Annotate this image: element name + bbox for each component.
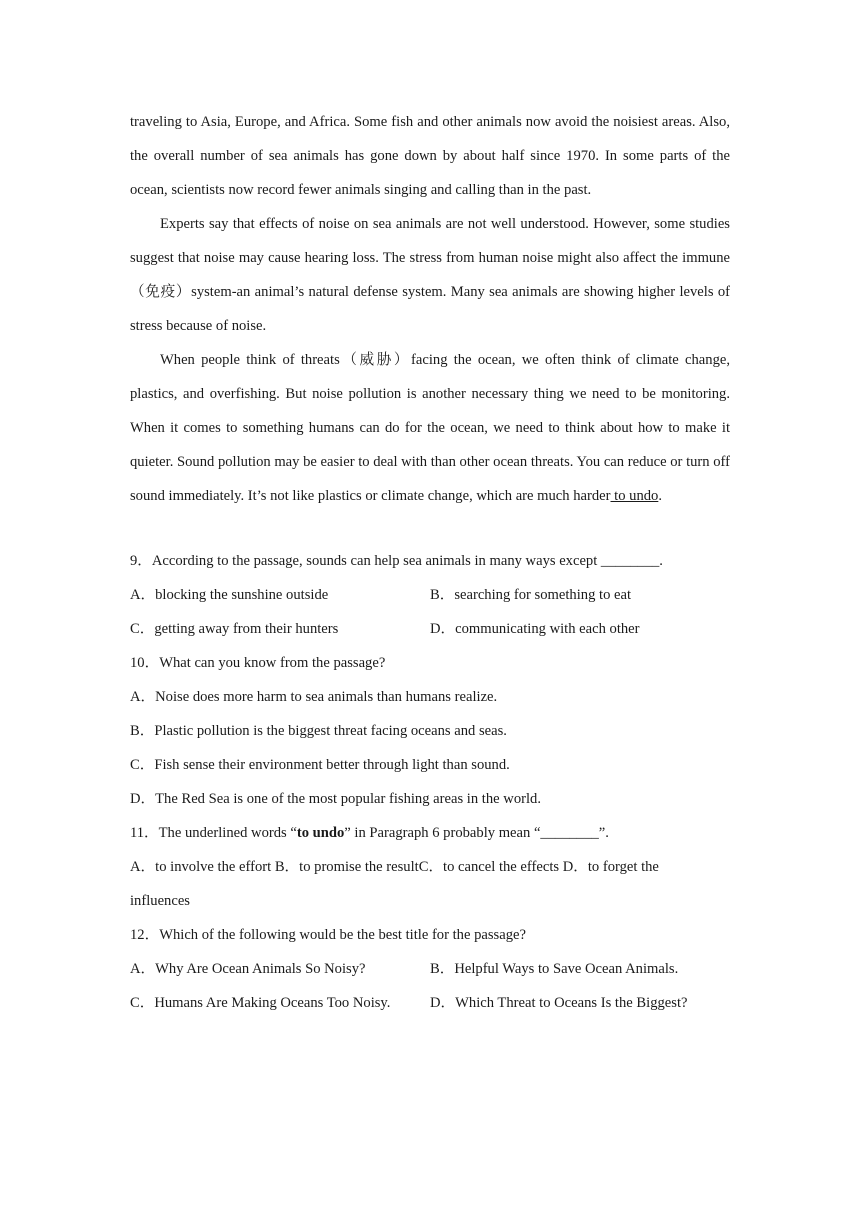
question-12-stem: 12．Which of the following would be the best title for the passage? [130,927,526,943]
paragraph-3-text: When people think of threats（威胁）facing the ocean, we often think of climate change, plastics, and overfishing. But noise pollution is another necessary thing we need to be monitoring. When it comes to something humans can do for the ocean, we need to think about how to make it quieter. Sound pollution may be easier to deal with than other ocean threats. You can reduce or turn off sound immediately. It’s not like plastics or climate change, which are much harder [130,352,730,504]
passage [130,105,730,513]
question-12-option-c[interactable]: C．Humans Are Making Oceans Too Noisy. [130,995,391,1011]
question-12-option-d[interactable]: D．Which Threat to Oceans Is the Biggest? [430,995,688,1011]
question-10-stem: 10．What can you know from the passage? [130,655,386,671]
question-9-options-row-1 [130,578,730,612]
question-9-stem: 9．According to the passage, sounds can help sea animals in many ways except ________. [130,553,663,569]
question-11-options-wrap[interactable]: influences [130,893,190,909]
question-11-stem-pre: 11．The underlined words “ [130,825,297,841]
question-11-stem [130,816,730,850]
paragraph-1: traveling to Asia, Europe, and Africa. Some fish and other animals now avoid the noisiest areas. Also, the overall number of sea animals has gone down by about half since 1970. In some parts of the ocean, scientists now record fewer animals singing and calling than in the past. [130,114,730,198]
paragraph-3 [130,343,730,513]
question-10-option-b[interactable]: B．Plastic pollution is the biggest threat facing oceans and seas. [130,723,507,739]
paragraph-3-end: . [658,488,662,504]
question-10-option-a[interactable]: A．Noise does more harm to sea animals than humans realize. [130,689,498,705]
question-12-option-a[interactable]: A．Why Are Ocean Animals So Noisy? [130,961,366,977]
question-9-option-b[interactable]: B．searching for something to eat [430,587,632,603]
question-9-option-d[interactable]: D．communicating with each other [430,621,640,637]
question-12-option-b[interactable]: B．Helpful Ways to Save Ocean Animals. [430,961,679,977]
question-9-option-a[interactable]: A．blocking the sunshine outside [130,587,329,603]
question-9-option-c[interactable]: C．getting away from their hunters [130,621,339,637]
question-10-option-d[interactable]: D．The Red Sea is one of the most popular fishing areas in the world. [130,791,541,807]
question-11-options[interactable]: A．to involve the effort B．to promise the resultC．to cancel the effects D．to forget the [130,859,659,875]
question-12-options-row-2 [130,986,730,1020]
question-11-stem-post: ” in Paragraph 6 probably mean “________”. [344,825,609,841]
question-12-options-row-1 [130,952,730,986]
underlined-phrase: to undo [610,488,659,504]
questions [130,544,730,1020]
question-10-option-c[interactable]: C．Fish sense their environment better through light than sound. [130,757,510,773]
question-9-options-row-2 [130,612,730,646]
paragraph-2: Experts say that effects of noise on sea animals are not well understood. However, some studies suggest that noise may cause hearing loss. The stress from human noise might also affect the immune（免疫）system-an animal’s natural defense system. Many sea animals are showing higher levels of stress because of noise. [130,216,730,334]
question-11-stem-bold: to undo [296,825,345,841]
